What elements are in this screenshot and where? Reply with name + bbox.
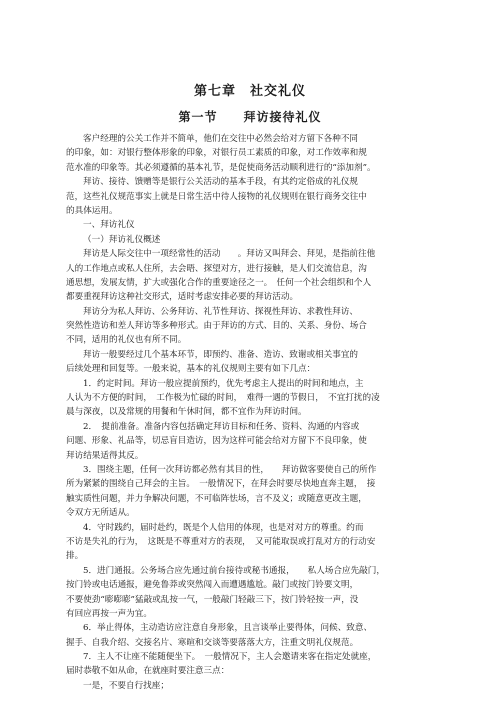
paragraph-line: 按门铃或电话通报，避免鲁莽或突然闯入而遭遇尴尬。敲门或按门铃要文明，: [66, 580, 359, 591]
paragraph-line: 排。: [66, 551, 84, 562]
paragraph-line: 所为紧紧的围绕自己拜会的主旨。 一般情况下，在拜会时要尽快地直奔主题， 接: [66, 479, 376, 490]
paragraph-line: 通思想，发展友情，扩大或强化合作的重要途径之一。 任何一个社会组织和个人: [66, 277, 372, 288]
paragraph-line: 人的工作地点或私人住所，去会晤、探望对方，进行接触，是人们交流信息，沟: [66, 263, 367, 274]
paragraph-line: 届时恭敬不如从命，在就座时要注意三点：: [66, 666, 230, 677]
paragraph-line: 拜访、接待、馈赠等是银行公关活动的基本手段，有其约定俗成的礼仪规: [83, 177, 359, 188]
paragraph-line: 令双方无所适从。: [66, 508, 135, 519]
paragraph-line: 握手、自我介绍、交接名片、寒暄和交谈等要落落大方，注重文明礼仪规范。: [66, 637, 359, 648]
paragraph-line: 人认为不方便的时间， 工作极为忙碌的时间， 难得一遇的节假日， 不宜打扰的凌: [66, 393, 380, 404]
heading-line: 一、拜访礼仪: [83, 220, 135, 231]
paragraph-line: 不要使劲“嘭嘭嘭”猛敲或乱按一气，一般敲门轻敲三下，按门铃轻按一声，没: [66, 594, 359, 605]
paragraph-line: 拜访一般要经过几个基本环节，即预约、准备、造访、致谢或相关事宜的: [83, 349, 359, 360]
heading-line: （一）拜访礼仪概述: [83, 234, 161, 245]
paragraph-line: 一是，不要自行找座；: [83, 680, 169, 691]
paragraph-line: 拜访结果适得其反。: [66, 450, 144, 461]
paragraph-line: 不同，适用的礼仪也有所不同。: [66, 335, 187, 346]
paragraph-line: 的具体运用。: [66, 205, 118, 216]
section-title: 第一节 拜访接待礼仪: [178, 110, 322, 124]
paragraph-line: 6．举止得体，主动造访应注意自身形象，且言谈举止要得体，问候、致意、: [83, 623, 373, 634]
chapter-title: 第七章 社交礼仪: [193, 84, 306, 99]
paragraph-line: 范，这些礼仪规范事实上就是日常生活中待人接物的礼仪规则在银行商务交往中: [66, 191, 367, 202]
paragraph-line: 4．守时践约，届时赴约，既是个人信用的体现，也是对对方的尊重。约而: [83, 522, 364, 533]
paragraph-line: 1．约定时间。拜访一般应提前预约，优先考虑主人提出的时间和地点，主: [83, 378, 364, 389]
paragraph-line: 客户经理的公关工作并不简单，他们在交往中必然会给对方留下各种不同: [83, 134, 359, 144]
paragraph-line: 问题、形象、礼品等，切忌盲目造访，因为这样可能会给对方留下不良印象，使: [66, 436, 367, 447]
paragraph-line: 3．围绕主题，任何一次拜访都必然有其目的性， 拜访做客要使自己的所作: [83, 464, 377, 475]
paragraph-line: 5．进门通报。公务场合应先通过前台接待或秘书通报， 私人场合应先敲门，: [83, 565, 385, 576]
paragraph-line: 都要重视拜访这种社交形式，适时考虑安排必要的拜访活动。: [66, 292, 299, 303]
paragraph-line: 拜访是人际交往中一项经常性的活动 。拜访又叫拜会、拜见，是指前往他: [83, 249, 376, 260]
paragraph-line: 拜访分为私人拜访、公务拜访、礼节性拜访、探视性拜访、求教性拜访、: [83, 306, 359, 317]
paragraph-line: 范水准的印象等。其必须遵循的基本礼节，是促使商务活动顺利进行的“添加剂”。: [66, 162, 376, 173]
paragraph-line: 后续处理和回复等。一般来说，基本的礼仪规则主要有如下几点：: [66, 364, 316, 375]
paragraph-line: 不访是失礼的行为， 这既是不尊重对方的表现， 又可能取误或打乱对方的行动安: [66, 536, 376, 547]
paragraph-line: 触实质性问题，并力争解决问题，不可临阵怯场，言不及义；或随意更改主题，: [66, 493, 367, 504]
body-text: [66, 132, 434, 693]
paragraph-line: 有回应再按一声为宜。: [66, 608, 152, 619]
paragraph-line: 2． 提前准备。准备内容包括确定拜访目标和任务、资料、沟通的内容或: [83, 421, 360, 432]
paragraph-line: 7．主人不让座不能随便坐下。 一般情况下，主人会邀请来客在指定处就座，: [83, 652, 377, 663]
paragraph-line: 晨与深夜，以及常规的用餐和午休时间，都不宜作为拜访时间。: [66, 407, 307, 418]
paragraph-line: 突然性造访和差人拜访等多种形式。由于拜访的方式、目的、关系、身份、场合: [66, 321, 367, 332]
paragraph-line: 的印象，如：对银行整体形象的印象，对银行员工素质的印象，对工作效率和规: [66, 148, 367, 159]
